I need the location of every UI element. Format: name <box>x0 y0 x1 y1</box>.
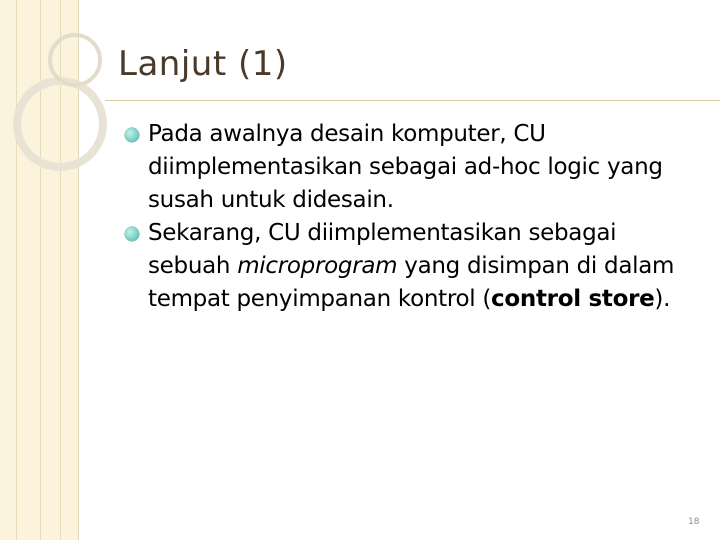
bullet-text-segment: Pada awalnya desain komputer, CU diimplementasikan sebagai ad-hoc logic yang susah untuk didesain. <box>148 121 663 213</box>
bullet-dot-icon <box>125 227 139 241</box>
bullet-text-segment: ). <box>654 286 671 312</box>
title-divider <box>105 100 720 101</box>
bullet-dot-icon <box>125 128 139 142</box>
bullet-item <box>125 217 695 316</box>
small-ring <box>50 35 100 85</box>
bullet-list <box>125 118 695 316</box>
bullet-text-segment: microprogram <box>237 253 398 279</box>
decorative-rings <box>0 0 120 200</box>
bullet-text-segment: yang disimpan di dalam tempat penyimpanan kontrol ( <box>148 253 675 312</box>
slide-title: Lanjut (1) <box>118 44 288 84</box>
page-number: 18 <box>688 517 700 527</box>
bullet-text-segment: Sekarang, CU diimplementasikan sebagai sebuah <box>148 220 617 279</box>
bullet-text-segment: control store <box>491 286 655 312</box>
large-ring <box>17 81 103 167</box>
bullet-item <box>125 118 695 217</box>
